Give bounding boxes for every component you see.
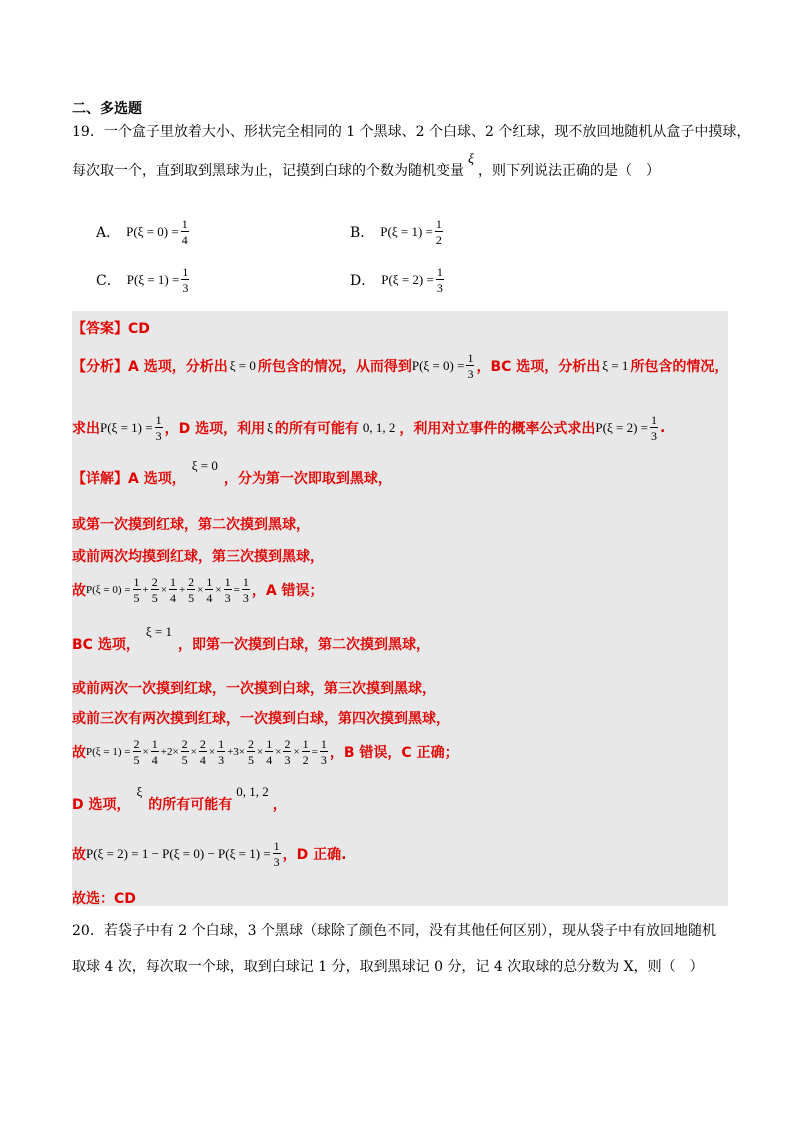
q19-line2-text-a: 每次取一个，直到取到黑球为止，记摸到白球的个数为随机变量: [72, 163, 464, 179]
analysis-math: ξ: [267, 420, 273, 435]
detail-math: P(ξ = 0) =: [86, 584, 131, 596]
final-answer: 故选：CD: [72, 891, 136, 907]
detail-line7: 或前三次有两次摸到红球，一次摸到白球，第四次摸到黑球，: [72, 711, 450, 727]
analysis-text: ，D 选项，利用: [164, 421, 266, 437]
fraction-num: 1: [651, 413, 658, 427]
fraction-num: 1: [155, 413, 162, 427]
analysis-text: 求出: [72, 421, 100, 437]
option-d-num: 1: [436, 265, 443, 279]
detail-math: ξ = 1: [145, 624, 172, 639]
fraction-num: 1: [467, 351, 474, 365]
detail-text: 故: [72, 583, 86, 599]
option-b[interactable]: [350, 218, 445, 246]
option-d-lhs: P(ξ = 2) =: [381, 272, 434, 287]
detail-text: 故: [72, 745, 86, 761]
option-d-den: 3: [436, 281, 443, 295]
analysis-math: P(ξ = 1) =: [100, 420, 153, 435]
option-c[interactable]: [96, 266, 191, 294]
analysis-math: 0, 1, 2: [362, 420, 396, 435]
detail-text: ，: [272, 797, 287, 813]
analysis-math: P(ξ = 0) =: [411, 358, 465, 373]
detail-math: ξ: [136, 784, 143, 799]
section-title: 二、多选题: [72, 101, 142, 117]
fraction-den: 3: [155, 429, 162, 443]
detail-math: P(ξ = 2) = 1 − P(ξ = 0) − P(ξ = 1) =: [86, 846, 271, 861]
option-b-lhs: P(ξ = 1) =: [380, 224, 433, 239]
option-c-den: 3: [182, 281, 189, 295]
option-a-num: 1: [181, 217, 188, 231]
xi-symbol: ξ: [468, 152, 474, 167]
analysis-text: 所包含的情况，从而得到: [257, 359, 412, 375]
detail-math: P(ξ = 1) =: [86, 746, 131, 758]
option-b-label: B．: [350, 225, 375, 241]
detail-text: D 选项，: [72, 797, 131, 813]
detail-line1: [72, 458, 392, 488]
option-b-num: 1: [435, 217, 442, 231]
detail-text: 故: [72, 847, 86, 863]
analysis-text: 的所有可能有: [274, 421, 359, 437]
detail-math: 0, 1, 2: [236, 784, 269, 799]
q19-line2-text-b: ，则下列说法正确的是（ ）: [478, 163, 660, 179]
option-d-label: D．: [350, 273, 376, 289]
fraction-num: 1: [273, 839, 280, 853]
analysis-text: ，BC 选项，分析出: [476, 359, 601, 375]
detail-line9: [72, 784, 287, 814]
option-b-den: 2: [435, 233, 442, 247]
solution-box: [72, 311, 728, 906]
detail-math: ξ = 0: [191, 458, 218, 473]
q19-line2: [72, 152, 660, 180]
detail-text: ，A 错误；: [251, 583, 324, 599]
fraction-den: 3: [467, 367, 474, 381]
fraction-den: 3: [273, 855, 280, 869]
analysis-text: 【分析】A 选项，分析出: [72, 359, 228, 375]
detail-line3: 或前两次均摸到红球，第三次摸到黑球，: [72, 549, 324, 565]
option-a-lhs: P(ξ = 0) =: [126, 224, 179, 239]
analysis-math: P(ξ = 2) =: [595, 420, 649, 435]
detail-line8: 故 P(ξ = 1) = $\frac{2}{5}$ × $\frac{1}{4}$ +2× $\frac{2}{5}$ × $\frac{2}{4}$ × $\frac{1}{3}$ +3× $\frac{2}{5}$ × $\frac{1}{4}$ × $\frac{2}{3}$ × $\frac{1}{2}$ = $\frac{1}{3}$ ，B 错误，C 正确；: [72, 737, 459, 767]
analysis-text: .: [660, 420, 666, 436]
detail-text: ，即第一次摸到白球，第二次摸到黑球，: [177, 637, 430, 653]
analysis-math: ξ = 0: [229, 358, 256, 373]
detail-text: ，B 错误，C 正确；: [329, 745, 459, 761]
detail-text: 的所有可能有: [148, 797, 233, 813]
analysis-text: ，利用对立事件的概率公式求出: [399, 421, 596, 437]
detail-text: ，分为第一次即取到黑球，: [223, 471, 392, 487]
detail-line4: 故 P(ξ = 0) = $\frac{1}{5}$ + $\frac{2}{5}$ × $\frac{1}{4}$ + $\frac{2}{5}$ × $\frac{1}{4}$ × $\frac{1}{3}$ = $\frac{1}{3}$ ，A 错误；: [72, 575, 324, 605]
analysis-text: 所包含的情况，: [630, 359, 729, 375]
detail-text: BC 选项，: [72, 637, 140, 653]
option-c-lhs: P(ξ = 1) =: [126, 272, 180, 287]
analysis-line2: [72, 414, 665, 442]
q19-line1: 19．一个盒子里放着大小、形状完全相同的 1 个黑球、2 个白球、2 个红球，现不放回地随机从盒子中摸球，: [72, 124, 751, 140]
option-c-label: C．: [96, 273, 121, 289]
option-a-den: 4: [181, 233, 188, 247]
detail-text: 【详解】A 选项，: [72, 471, 186, 487]
option-a-label: A．: [96, 225, 121, 241]
q20-line1: 20．若袋子中有 2 个白球，3 个黑球（球除了颜色不同，没有其他任何区别），现从袋子中有放回地随机: [72, 923, 716, 939]
detail-line6: 或前两次一次摸到红球，一次摸到白球，第三次摸到黑球，: [72, 681, 436, 697]
option-d[interactable]: [350, 266, 446, 294]
option-a[interactable]: [96, 218, 191, 246]
detail-line10: [72, 840, 346, 868]
fraction-den: 3: [651, 429, 658, 443]
q20-line2: 取球 4 次，每次取一个球，取到白球记 1 分，取到黑球记 0 分，记 4 次取球的总分数为 X，则（ ）: [72, 959, 704, 975]
detail-line2: 或第一次摸到红球，第二次摸到黑球，: [72, 517, 310, 533]
answer-line: 【答案】CD: [72, 321, 150, 337]
option-c-num: 1: [182, 265, 189, 279]
detail-text: ，D 正确.: [282, 847, 347, 863]
analysis-math: ξ = 1: [602, 358, 629, 373]
analysis-line1: [72, 352, 728, 380]
detail-line5: [72, 624, 430, 654]
